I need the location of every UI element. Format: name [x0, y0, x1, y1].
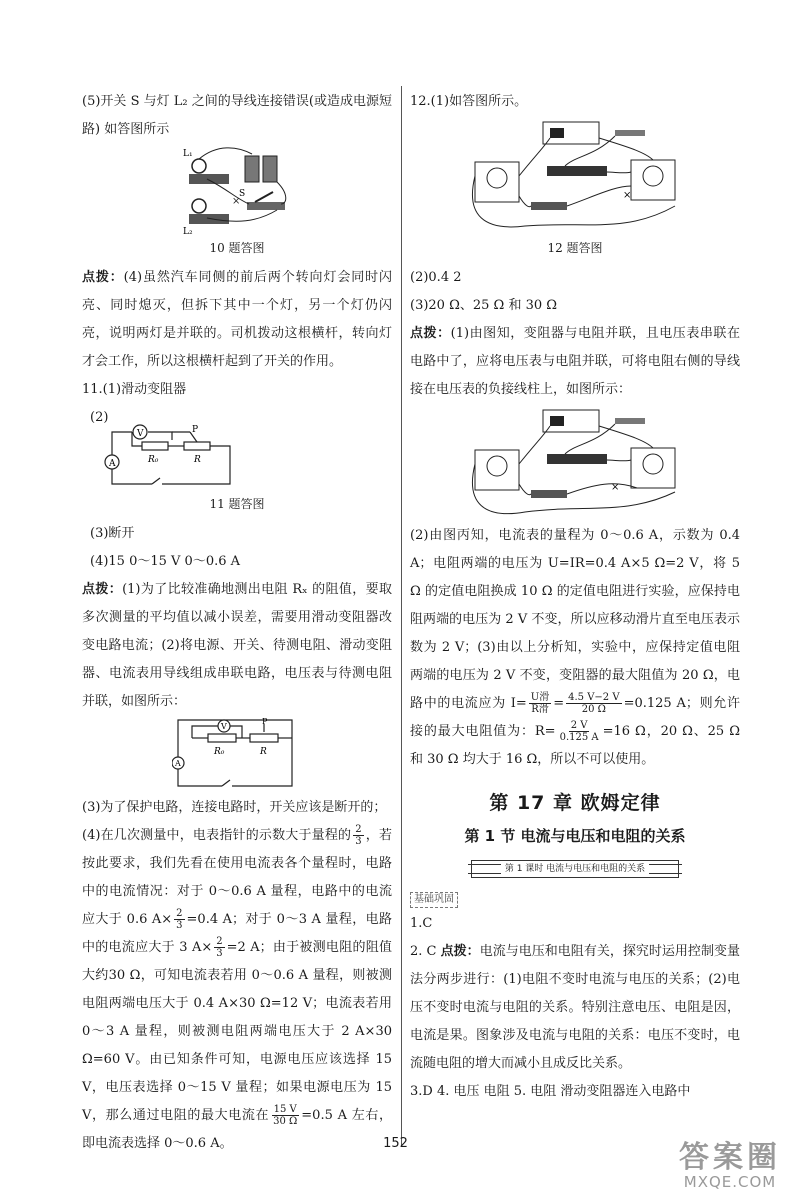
label-l2: L₂ [183, 227, 193, 236]
lesson-title: 第 1 课时 电流与电压和电阻的关系 [501, 864, 649, 874]
answer-3-5: 3.D 4. 电压 电阻 5. 电阻 滑动变阻器连入电路中 [410, 1084, 691, 1099]
label-r-2: R [260, 747, 267, 757]
hint12-label: 点拨： [410, 326, 451, 341]
figure-12-caption: 12 题答图 [547, 241, 603, 255]
label-p: P [192, 425, 199, 435]
figure-11-caption: 11 题答图 [209, 497, 265, 511]
svg-text:×: × [232, 196, 241, 207]
right-column: 12.(1)如答图所示。 × 12 题答图 (2)0.4 2 (3)20 Ω、25 Ω 和 30 Ω 点拨：(1)由图知，变阻器与电阻并联，且电压表串联在电路中了，应将电压表与电阻并联，可将电阻右侧的导线接在电压表的负接线柱上，如图所示： × (2)由图丙知，电流表的量程为 0～0.6 A，示数为 0.4 A；电阻两端的电压为 U=IR=0.4 A×5 Ω=2 V，将 5 Ω 的定值电阻换成 10 Ω 的定值电阻进行实验，应保持电阻两端的电压为 2 V 不变，所以应移动滑片直至电压表示数为 2 V；(3)由以上分析知，实验中，应保持定值电阻两端的电压为 2 V 不变，变阻器的最大阻值为 20 Ω，电路中的电流应为 I= $\frac{\text{U滑}}{\text{R滑}}$ = $\frac{4.5 V-2 V}{20 \Omega}$ =0.125 A；则允许接的最大电阻值为：R= $\frac{2 V}{0.125 A}$ =16 Ω，20 Ω、25 Ω 和 30 Ω 均大于 16 Ω，所以不可以使用。 第 17 章 欧姆定律 第 1 节 电流与电压和电阻的关系 第 1 课时 电流与电压和电阻的关系 基础巩固 1.C 2. C 点拨：电流与电压和电阻有关，探究时运用控制变量法分两步进行：(1)电阻不变时电流与电压的关系；(2)电压不变时电流与电阻的关系。特别注意电压、电阻是因，电流是果。图象涉及电流与电阻的关系：电压不变时，电流随电阻的增大而减小且成反比关系。 3.D 4. 电压 电阻 5. 电阻 滑动变阻器连入电路中 [410, 88, 740, 1106]
lesson-banner [471, 860, 679, 878]
answer-1: 1.C [410, 916, 433, 931]
figure-12-hint-circuit [465, 404, 685, 522]
label-ammeter: A [109, 459, 116, 469]
hint11-part4b: ，若按此要求，我们先看在使用电流表各个量程时，电路中的电流情况：对于 0～0.6 A 量程，电路中的电流应大于 0.6 A× [82, 828, 392, 927]
figure-12-circuit [465, 116, 685, 236]
label-p-2: P [262, 717, 268, 726]
fraction-resistance: $\frac{2 V}{0.125 A}$ [559, 720, 599, 743]
label-r0-2: R₀ [214, 747, 225, 757]
q10-part5: (5)开关 S 与灯 L₂ 之间的导线连接错误(或造成电源短路) 如答图所示 [82, 94, 392, 137]
column-divider [401, 86, 402, 1146]
q12-part3: (3)20 Ω、25 Ω 和 30 Ω [410, 298, 558, 313]
q12-part1: 12.(1)如答图所示。 [410, 94, 528, 109]
hint12-text: (1)由图知，变阻器与电阻并联，且电压表串联在电路中了，应将电压表与电阻并联，可将电阻右侧的导线接在电压表的负接线柱上，如图所示： [410, 326, 740, 397]
label-s: S [239, 189, 246, 199]
figure-10-caption: 10 题答图 [209, 241, 265, 255]
hint12-part2a: (2)由图丙知，电流表的量程为 0～0.6 A，示数为 0.4 A；电阻两端的电压为 U=IR=0.4 A×5 Ω=2 V，将 5 Ω 的定值电阻换成 10 Ω 的定值电阻进行实验，应保持电阻两端的电压为 2 V 不变，所以应移动滑片直至电压表示数为 2 V；(3)由以上分析知，实验中，应保持定值电阻两端的电压为 2 V 不变，变阻器的最大阻值为 20 Ω，电路中的电流应为 I= [410, 528, 740, 711]
hint11-part3: (3)为了保护电路，连接电路时，开关应该是断开的； [82, 800, 387, 815]
svg-text:×: × [623, 190, 632, 201]
hint12-part2b: =0.125 A；则允许接的最大电阻值为：R= [410, 696, 740, 739]
answer-2-text: 电流与电压和电阻有关，探究时运用控制变量法分两步进行：(1)电阻不变时电流与电压的关系；(2)电压不变时电流与电阻的关系。特别注意电压、电阻是因，电流是果。图象涉及电流与电阻的关系：电压不变时，电流随电阻的增大而减小且成反比关系。 [410, 944, 740, 1071]
q11-part3: (3)断开 [90, 526, 135, 541]
figure-10-circuit [177, 144, 297, 236]
label-voltmeter-2: V [221, 722, 227, 731]
q11-part4: (4)15 0～15 V 0～0.6 A [90, 554, 241, 569]
hint10-text: (4)虽然汽车同侧的前后两个转向灯会同时闪亮、同时熄灭，但拆下其中一个灯，另一个灯仍闪亮，说明两灯是并联的。司机拨动这根横杆，转向灯才会工作，所以这根横杆起到了开关的作用。 [82, 270, 392, 369]
fraction-u-over-r: $\frac{\text{U滑}}{\text{R滑}}$ [530, 692, 550, 715]
fraction-two-thirds-c: $\frac{2}{3}$ [216, 936, 223, 959]
answer-2-num: 2. C [410, 944, 441, 959]
answer-2-label: 点拨： [440, 944, 480, 959]
chapter-title: 第 17 章 欧姆定律 [489, 792, 661, 814]
hint11-part4c: =0.4 A；对于 0～3 A 量程，电路中的电流应大于 3 A× [82, 912, 392, 955]
section-title: 第 1 节 电流与电压和电阻的关系 [464, 827, 686, 845]
hint12-part2c: =16 Ω，20 Ω、25 Ω 和 30 Ω 均大于 16 Ω，所以不可以使用。 [410, 724, 740, 767]
hint10-label: 点拨： [82, 270, 124, 285]
hint11-label: 点拨： [82, 582, 123, 597]
label-r: R [194, 455, 201, 465]
hint11-part4e: =0.5 A 左右，即电流表选择 0～0.6 A。 [82, 1108, 392, 1151]
figure-11-circuit [102, 412, 252, 492]
fraction-15v-30ohm: $\frac{15 V}{30 \Omega}$ [273, 1104, 298, 1127]
label-ammeter-2: A [175, 759, 181, 768]
label-voltmeter: V [137, 429, 144, 439]
label-r0: R₀ [148, 455, 159, 465]
label-l1: L₁ [183, 149, 193, 159]
hint11-text: (1)为了比较准确地测出电阻 Rₓ 的阻值，要取多次测量的平均值以减小误差，需要用滑动变阻器改变电路电流；(2)将电源、开关、待测电阻、滑动变阻器、电流表用导线组成串联电路，电压表与待测电阻并联，如图所示： [82, 582, 392, 709]
watermark-logo [679, 1142, 781, 1190]
q12-part2: (2)0.4 2 [410, 270, 462, 285]
q11-part1: 11.(1)滑动变阻器 [82, 382, 187, 397]
fraction-two-thirds: $\frac{2}{3}$ [355, 824, 362, 847]
fraction-two-thirds-b: $\frac{2}{3}$ [176, 908, 183, 931]
figure-11-hint-circuit [172, 716, 302, 794]
left-column [82, 88, 392, 1158]
svg-text:×: × [611, 482, 620, 493]
hint11-part4a: (4)在几次测量中，电表指针的示数大于量程的 [82, 828, 352, 843]
basic-consolidation-tag: 基础巩固 [410, 892, 458, 908]
watermark-line2: MXQE.COM [683, 1173, 777, 1191]
q11-part2: (2) [90, 410, 109, 425]
hint11-part4d: =2 A；由于被测电阻的阻值大约30 Ω，可知电流表若用 0～0.6 A 量程，则被测电阻两端电压大于 0.4 A×30 Ω=12 V；电流表若用 0～3 A 量程，则被测电阻两端电压大于 2 A×30 Ω=60 V。由已知条件可知，电源电压应该选择 15 V，电压表选择 0～15 V 量程；如果电源电压为 15 V，那么通过电阻的最大电流在 [82, 940, 392, 1123]
watermark-line1: 答案圈 [679, 1140, 781, 1175]
fraction-current: $\frac{4.5 V-2 V}{20 \Omega}$ [568, 692, 620, 715]
page-number: 152 [383, 1136, 408, 1151]
